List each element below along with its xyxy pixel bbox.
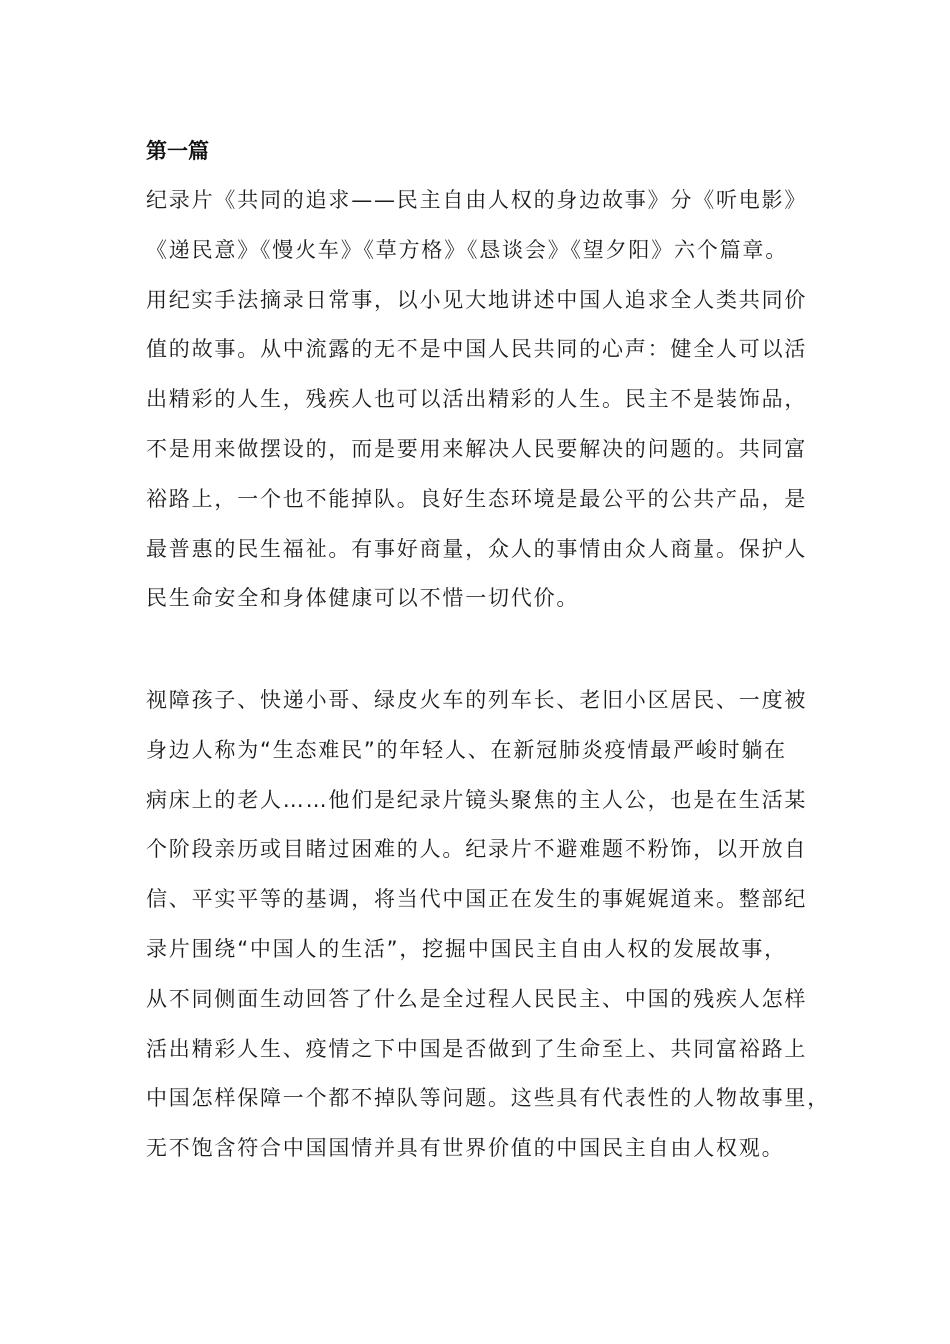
paragraph-line: 信、平实平等的基调，将当代中国正在发生的事娓娓道来。整部纪 (146, 887, 808, 912)
paragraph-line: 活出精彩人生、疫情之下中国是否做到了生命至上、共同富裕路上 (146, 1036, 808, 1061)
paragraph-line: 出精彩的人生，残疾人也可以活出精彩的人生。民主不是装饰品， (146, 387, 808, 412)
paragraph-line: 民生命安全和身体健康可以不惜一切代价。 (146, 586, 580, 611)
paragraph-line: 无不饱含符合中国国情并具有世界价值的中国民主自由人权观。 (146, 1136, 785, 1161)
paragraph-line: 最普惠的民生福祉。有事好商量，众人的事情由众人商量。保护人 (146, 536, 808, 561)
paragraph-line: 中国怎样保障一个都不掉队等问题。这些具有代表性的人物故事里， (146, 1086, 830, 1111)
paragraph-line: 病床上的老人……他们是纪录片镜头聚焦的主人公，也是在生活某 (146, 787, 808, 812)
paragraph-line: 纪录片《共同的追求——民主自由人权的身边故事》分《听电影》 (146, 188, 808, 212)
paragraph-line: 身边人称为“生态难民”的年轻人、在新冠肺炎疫情最严峻时躺在 (146, 737, 787, 762)
paragraph-2 (146, 676, 836, 1174)
paragraph-line: 《递民意》《慢火车》《草方格》《恳谈会》《望夕阳》六个篇章。 (146, 237, 788, 262)
paragraph-line: 不是用来做摆设的，而是要用来解决人民要解决的问题的。共同富 (146, 436, 808, 461)
document-heading: 第一篇 (146, 139, 209, 163)
paragraph-line: 值的故事。从中流露的无不是中国人民共同的心声：健全人可以活 (146, 337, 808, 362)
paragraph-line: 裕路上，一个也不能掉队。良好生态环境是最公平的公共产品，是 (146, 486, 808, 511)
paragraph-line: 个阶段亲历或目睹过困难的人。纪录片不避难题不粉饰，以开放自 (146, 837, 808, 862)
paragraph-line: 录片围绕“中国人的生活”，挖掘中国民主自由人权的发展故事， (146, 936, 787, 961)
paragraph-line: 用纪实手法摘录日常事，以小见大地讲述中国人追求全人类共同价 (146, 287, 808, 312)
paragraph-line: 视障孩子、快递小哥、绿皮火车的列车长、老旧小区居民、一度被 (146, 688, 808, 712)
paragraph-line: 从不同侧面生动回答了什么是全过程人民民主、中国的残疾人怎样 (146, 986, 808, 1011)
paragraph-1 (146, 176, 836, 624)
